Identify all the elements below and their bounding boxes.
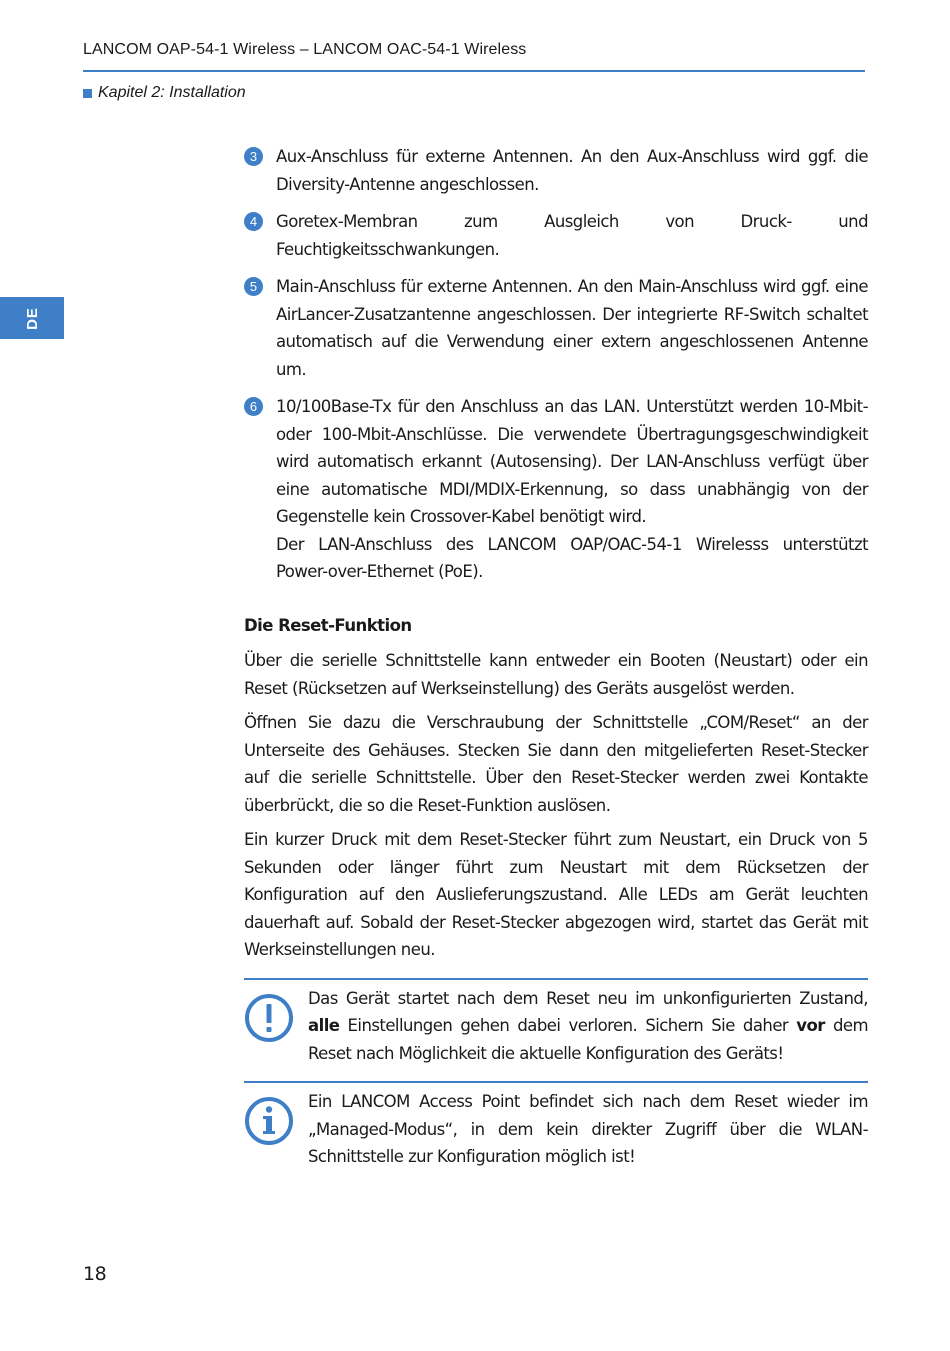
exclamation-icon <box>244 993 294 1043</box>
number-badge: 4 <box>244 212 263 231</box>
body-paragraph: Öffnen Sie dazu die Verschraubung der Schnittstelle „COM/Reset“ an der Unterseite des Gehäuses. Stecken Sie dann den mitgelieferten Reset-Stecker auf die serielle Schnittstelle. Über den Reset-Stecker werden zwei Kontakte überbrückt, die so die Reset-Funktion auslösen. <box>244 713 868 815</box>
number-badge: 5 <box>244 277 263 296</box>
list-item <box>244 273 868 383</box>
number-badge: 3 <box>244 147 263 166</box>
chapter-label: Kapitel 2: Installation <box>98 84 246 101</box>
list-item <box>244 208 868 263</box>
list-item <box>244 143 868 198</box>
list-item-text-continued: Der LAN-Anschluss des LANCOM OAP/OAC-54-1 Wirelesss unterstützt Power-over-Ethernet (PoE). <box>276 534 868 581</box>
warning-text-part: Einstellungen gehen dabei verloren. Sichern Sie daher <box>339 1016 797 1035</box>
info-note <box>244 1081 868 1171</box>
page-number: 18 <box>83 1263 107 1285</box>
warning-note <box>244 978 868 1068</box>
info-icon <box>244 1096 294 1146</box>
list-item-body <box>276 393 868 586</box>
number-badge: 6 <box>244 397 263 416</box>
warning-note-text <box>308 985 868 1068</box>
warning-emphasis: vor <box>796 1016 825 1035</box>
list-item <box>244 393 868 586</box>
document-header-title: LANCOM OAP-54-1 Wireless – LANCOM OAC-54-1 Wireless <box>83 41 527 58</box>
list-item-text: Main-Anschluss für externe Antennen. An den Main-Anschluss wird ggf. eine AirLancer-Zusatzantenne angeschlossen. Der integrierte RF-Switch schaltet automatisch auf die Verwendung einer extern angeschlossenen Antenne um. <box>276 277 868 379</box>
header-divider <box>83 70 865 72</box>
chapter-bullet-icon <box>83 89 92 98</box>
body-paragraph: Ein kurzer Druck mit dem Reset-Stecker führt zum Neustart, ein Druck von 5 Sekunden oder länger führt zum Neustart mit dem Rücksetzen der Konfiguration auf den Auslieferungszustand. Alle LEDs am Gerät leuchten dauerhaft auf. Sobald der Reset-Stecker abgezogen wird, startet das Gerät mit Werkseinstellungen neu. <box>244 830 868 959</box>
warning-text-part: dem Reset nach Möglichkeit die aktuelle Konfiguration des Geräts! <box>308 1016 868 1063</box>
list-item-text: Aux-Anschluss für externe Antennen. An den Aux-Anschluss wird ggf. die Diversity-Antenne angeschlossen. <box>276 147 868 194</box>
body-paragraph: Über die serielle Schnittstelle kann entweder ein Booten (Neustart) oder ein Reset (Rücksetzen auf Werkseinstellung) des Geräts ausgelöst werden. <box>244 651 868 698</box>
list-item-text: 10/100Base-Tx für den Anschluss an das LAN. Unterstützt werden 10-Mbit- oder 100-Mbit-Anschlüsse. Die verwendete Übertragungsgeschwindigkeit wird automatisch erkannt (Autosensing). Der LAN-Anschluss verfügt über eine automatische MDI/MDIX-Erkennung, so dass unabhängig von der Gegenstelle kein Crossover-Kabel benötigt wird. <box>276 397 868 526</box>
list-item-text: Goretex-Membran zum Ausgleich von Druck- und Feuchtigkeitsschwankungen. <box>276 212 868 259</box>
section-heading: Die Reset-Funktion <box>244 615 412 635</box>
info-note-text: Ein LANCOM Access Point befindet sich nach dem Reset wieder im „Managed-Modus“, in dem kein direkter Zugriff über die WLAN-Schnittstelle zur Konfiguration möglich ist! <box>308 1092 868 1166</box>
page-content <box>244 143 868 1171</box>
warning-emphasis: alle <box>308 1016 340 1035</box>
warning-text-part: Das Gerät startet nach dem Reset neu im unkonfigurierten Zustand, <box>308 988 868 1008</box>
language-tab <box>0 297 64 339</box>
language-tab-label: DE <box>23 306 41 330</box>
chapter-breadcrumb <box>83 84 246 102</box>
